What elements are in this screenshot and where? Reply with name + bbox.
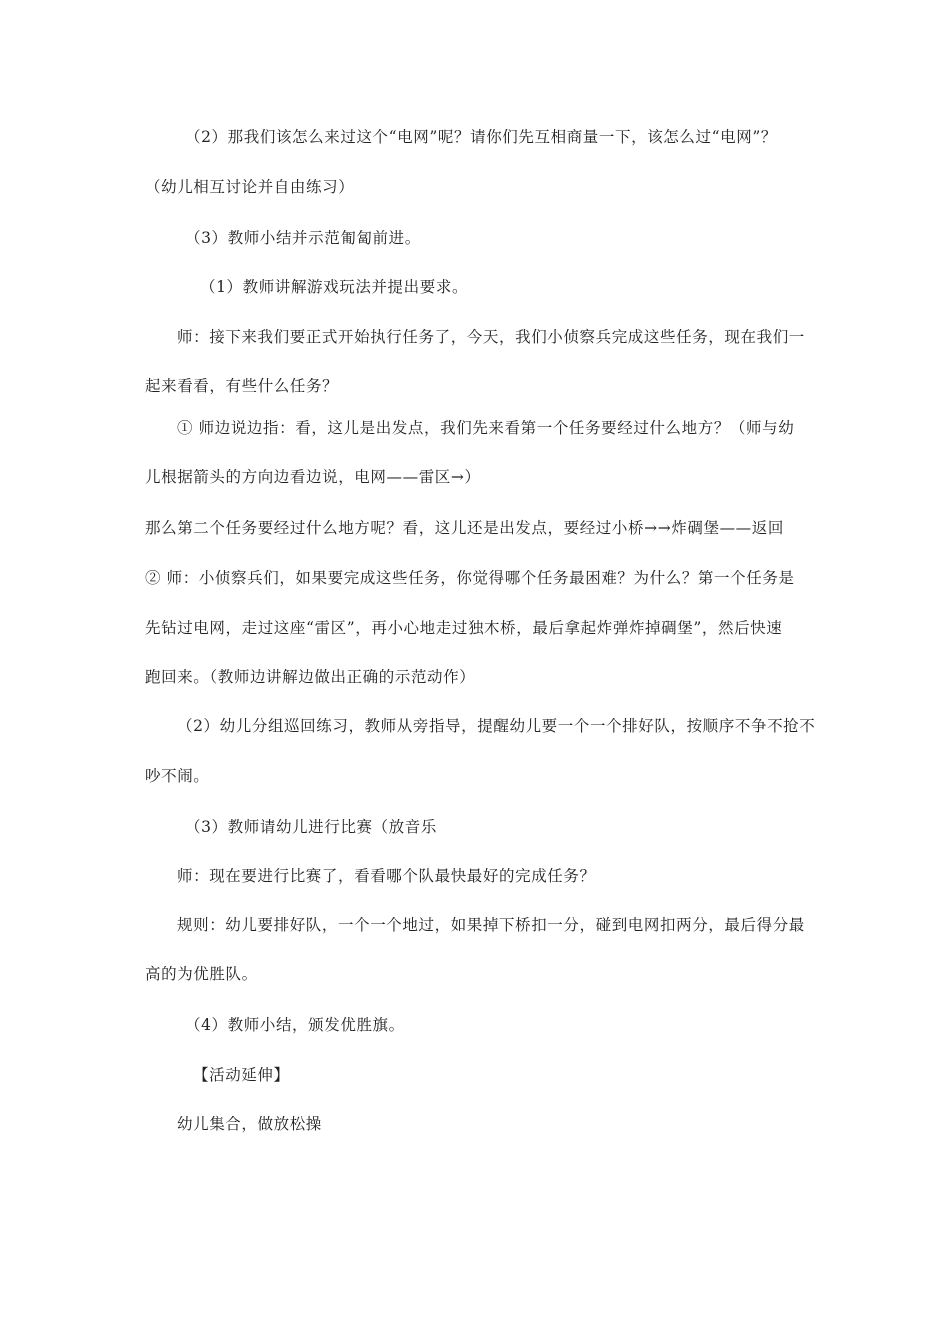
paragraph-line: 师：接下来我们要正式开始执行任务了，今天，我们小侦察兵完成这些任务，现在我们一 <box>177 328 805 346</box>
paragraph-line: 师：现在要进行比赛了，看看哪个队最快最好的完成任务？ <box>177 867 596 885</box>
paragraph-line: （幼儿相互讨论并自由练习） <box>145 178 355 196</box>
paragraph-line: （2）幼儿分组巡回练习，教师从旁指导，提醒幼儿要一个一个排好队，按顺序不争不抢不 <box>177 717 816 735</box>
paragraph-line: （4）教师小结，颁发优胜旗。 <box>185 1016 405 1034</box>
paragraph-line: ① 师边说边指：看，这儿是出发点，我们先来看第一个任务要经过什么地方？（师与幼 <box>177 419 795 437</box>
paragraph-line: 规则：幼儿要排好队，一个一个地过，如果掉下桥扣一分，碰到电网扣两分，最后得分最 <box>177 916 805 934</box>
paragraph-line: 那么第二个任务要经过什么地方呢？看，这儿还是出发点，要经过小桥→→炸碉堡——返回 <box>145 519 784 537</box>
paragraph-line: （1）教师讲解游戏玩法并提出要求。 <box>200 278 469 296</box>
paragraph-line: （3）教师请幼儿进行比赛（放音乐 <box>185 818 437 836</box>
paragraph-line: 高的为优胜队。 <box>145 965 258 983</box>
paragraph-line: 幼儿集合，做放松操 <box>177 1115 322 1133</box>
paragraph-line: 先钻过电网，走过这座“雷区”，再小心地走过独木桥，最后拿起炸弹炸掉碉堡”，然后快速 <box>145 619 783 637</box>
paragraph-line: 起来看看，有些什么任务？ <box>145 377 339 395</box>
paragraph-line: （3）教师小结并示范匍匐前进。 <box>185 229 421 247</box>
section-heading: 【活动延伸】 <box>193 1066 290 1084</box>
paragraph-line: （2）那我们该怎么来过这个“电网”呢？请你们先互相商量一下，该怎么过“电网”？ <box>185 128 777 146</box>
paragraph-line: ② 师：小侦察兵们，如果要完成这些任务，你觉得哪个任务最困难？为什么？第一个任务是 <box>145 569 795 587</box>
paragraph-line: 儿根据箭头的方向边看边说，电网——雷区→） <box>145 468 481 486</box>
paragraph-line: 吵不闹。 <box>145 767 210 785</box>
paragraph-line: 跑回来。（教师边讲解边做出正确的示范动作） <box>145 668 476 686</box>
